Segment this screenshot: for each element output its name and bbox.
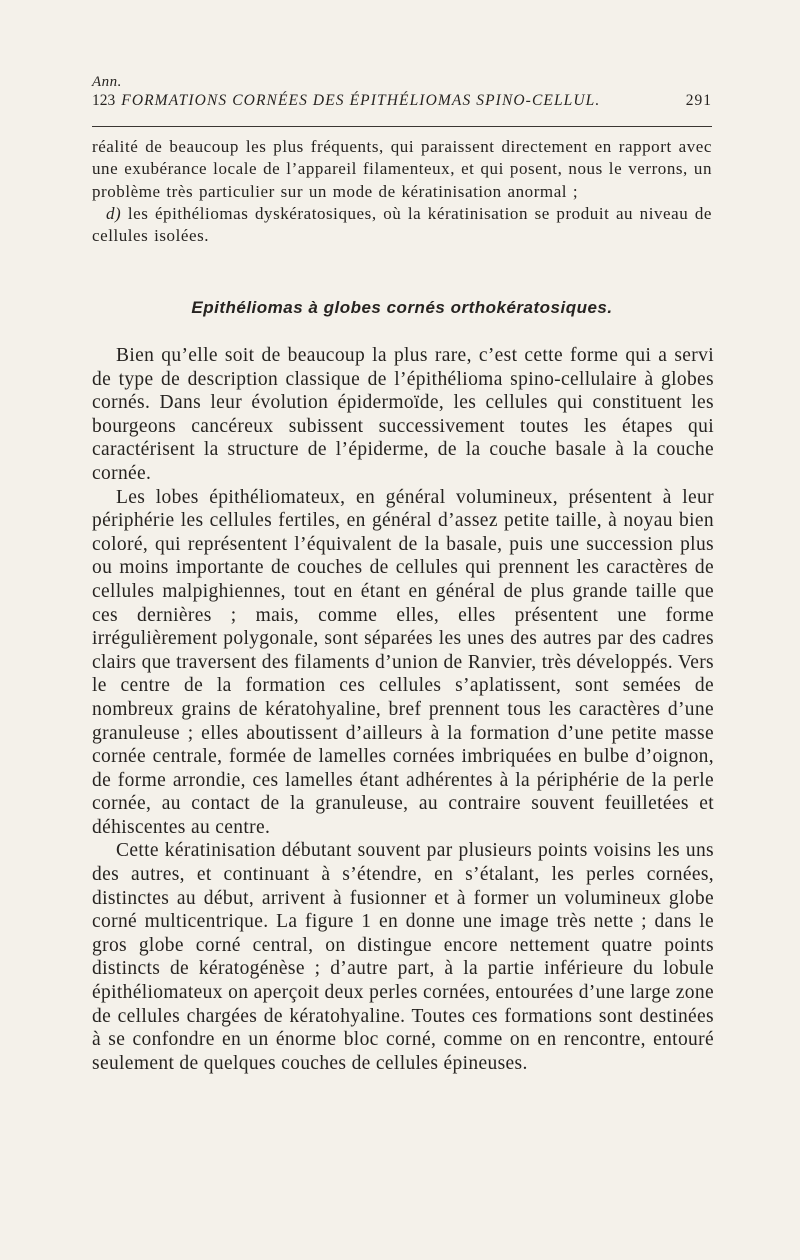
section-heading: Epithéliomas à globes cornés orthokératosiques. [191,298,613,317]
running-head [92,92,712,110]
intro-text [92,136,712,247]
intro-paragraph-2 [92,203,712,248]
journal-abbreviation: Ann. [92,74,122,90]
intro-paragraph-1: réalité de beaucoup les plus fréquents, qui paraissent directement en rapport avec une exubérance locale de l’appareil filamenteux, et qui posent, nous le verrons, un problème très particulier sur un mode de kératinisation anormal ; [92,137,712,201]
section-body [92,344,714,1075]
running-title: FORMATIONS CORNÉES DES ÉPITHÉLIOMAS SPINO-CELLUL. [121,92,601,109]
body-paragraph-2: Les lobes épithéliomateux, en général volumineux, présentent à leur périphérie les cellules fertiles, en général d’assez petite taille, à noyau bien coloré, qui représentent l’équivalent de la basale, puis une succession plus ou moins importante de couches de cellules qui prennent les caractères de cellules malpighiennes, tout en étant en général de plus grande taille que ces dernières ; mais, comme elles, elles présentent une forme irrégulièrement polygonale, sont séparées les unes des autres par des cadres clairs que traversent des filaments d’union de Ranvier, très développés. Vers le centre de la formation ces cellules s’aplatissent, sont semées de nombreux grains de kératohyaline, bref prennent tous les caractères d’une granuleuse ; elles aboutissent d’ailleurs à la formation d’une petite masse cornée centrale, formée de lamelles cornées imbriquées en bulbe d’oignon, de forme arrondie, ces lamelles étant adhérentes à la périphérie de la perle cornée, au contact de la granuleuse, au contraire souvent feuilletées et déhiscentes au centre. [92,486,714,838]
body-paragraph-1: Bien qu’elle soit de beaucoup la plus rare, c’est cette forme qui a servi de type de description classique de l’épithélioma spino-cellulaire à globes cornés. Dans leur évolution épidermoïde, les cellules qui constituent les bourgeons cancéreux subissent successivement toutes les étapes qui caractérisent la structure de l’épiderme, de la couche basale à la couche cornée. [92,345,714,484]
volume-number: 123 [92,92,116,109]
page-number: 291 [685,92,712,109]
header-rule [92,126,712,127]
list-marker-d: d) [106,203,122,223]
intro-paragraph-2-text: les épithéliomas dyskératosiques, où la kératinisation se produit au niveau de cellules isolées. [92,203,712,246]
body-paragraph-3: Cette kératinisation débutant souvent par plusieurs points voisins les uns des autres, et continuant à s’étendre, en s’étalant, les perles cornées, distinctes au début, arrivent à fusionner et à former un volumineux globe corné multicentrique. La figure 1 en donne une image très nette ; dans le gros globe corné central, on distingue encore nettement quatre points distincts de kératogénèse ; d’autre part, à la partie inférieure du lobule épithéliomateux on aperçoit deux perles cornées, entourées d’une large zone de cellules chargées de kératohyaline. Toutes ces formations sont destinées à se confondre en un énorme bloc corné, comme on en rencontre, entouré seulement de quelques couches de cellules épineuses. [92,840,714,1074]
